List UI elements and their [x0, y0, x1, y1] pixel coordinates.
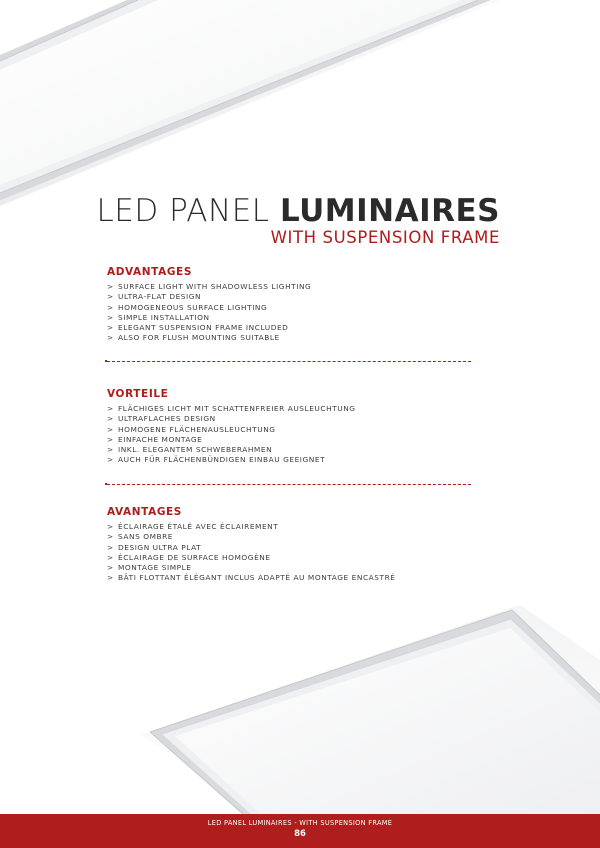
feature-list [107, 404, 477, 466]
bullet: > [107, 532, 114, 542]
bullet: > [107, 414, 114, 424]
list-item-text: ULTRA-FLAT DESIGN [118, 292, 202, 302]
list-item-text: ÉCLAIRAGE ÉTALÉ AVEC ÉCLAIREMENT [118, 522, 279, 531]
list-item [107, 435, 477, 445]
bullet: > [107, 434, 114, 444]
section-avantages [107, 506, 477, 584]
list-item [107, 414, 477, 424]
list-item-text: BÂTI FLOTTANT ÉLÉGANT INCLUS ADAPTÉ AU MONTAGE ENCASTRÉ [118, 573, 396, 583]
section-advantages [107, 266, 477, 344]
bullet: > [107, 542, 114, 552]
led-panel-photo-bottom [0, 600, 600, 815]
page-footer [0, 814, 600, 848]
title-block [0, 192, 600, 248]
bullet: > [107, 323, 114, 333]
list-item-text: SURFACE LIGHT WITH SHADOWLESS LIGHTING [118, 282, 312, 291]
list-item-text: HOMOGENE FLÄCHENAUSLEUCHTUNG [118, 424, 276, 434]
bullet: > [107, 455, 114, 465]
list-item-text: ÉCLAIRAGE DE SURFACE HOMOGÈNE [118, 552, 271, 562]
bullet: > [107, 552, 114, 562]
bullet: > [107, 563, 114, 573]
bullet: > [107, 312, 114, 322]
list-item-text: FLÄCHIGES LICHT MIT SCHATTENFREIER AUSLEUCHTUNG [118, 404, 356, 413]
list-item [107, 333, 477, 343]
list-item-text: ELEGANT SUSPENSION FRAME INCLUDED [118, 323, 289, 333]
bullet: > [107, 282, 114, 291]
list-item [107, 313, 477, 323]
feature-list [107, 282, 477, 344]
page-subtitle: WITH SUSPENSION FRAME [270, 228, 500, 247]
list-item-text: ALSO FOR FLUSH MOUNTING SUITABLE [118, 333, 280, 343]
list-item [107, 563, 477, 573]
section-heading: ADVANTAGES [107, 266, 192, 278]
bullet: > [107, 292, 114, 302]
list-item-text: DESIGN ULTRA PLAT [118, 542, 202, 552]
feature-list [107, 522, 477, 584]
list-item [107, 522, 477, 532]
bullet: > [107, 424, 114, 434]
list-item [107, 573, 477, 583]
list-item-text: ULTRAFLACHES DESIGN [118, 414, 216, 424]
bullet: > [107, 333, 114, 343]
section-heading: VORTEILE [107, 388, 169, 400]
section-vorteile [107, 388, 477, 466]
list-item-text: HOMOGENEOUS SURFACE LIGHTING [118, 302, 268, 312]
list-item [107, 455, 477, 465]
list-item [107, 282, 477, 292]
list-item-text: AUCH FÜR FLÄCHENBÜNDIGEN EINBAU GEEIGNET [118, 455, 326, 465]
list-item-text: SIMPLE INSTALLATION [118, 312, 210, 322]
list-item [107, 553, 477, 563]
list-item-text: MONTAGE SIMPLE [118, 563, 192, 573]
title-light-part: LED PANEL [96, 193, 270, 229]
list-item [107, 445, 477, 455]
section-heading: AVANTAGES [107, 506, 182, 518]
section-divider [107, 484, 471, 485]
bullet: > [107, 573, 114, 583]
list-item [107, 404, 477, 414]
bullet: > [107, 302, 114, 312]
list-item [107, 292, 477, 302]
led-panel-photo-top [0, 0, 600, 210]
list-item [107, 425, 477, 435]
list-item [107, 532, 477, 542]
list-item-text: INKL. ELEGANTEM SCHWEBERAHMEN [118, 445, 273, 455]
bullet: > [107, 404, 114, 413]
bullet: > [107, 522, 114, 531]
list-item [107, 543, 477, 553]
page-title [0, 192, 500, 230]
section-divider [107, 361, 471, 362]
footer-caption: LED PANEL LUMINAIRES - WITH SUSPENSION FRAME [207, 819, 393, 827]
page-number: 86 [294, 829, 306, 839]
list-item-text: EINFACHE MONTAGE [118, 434, 203, 444]
list-item [107, 323, 477, 333]
list-item-text: SANS OMBRE [118, 532, 174, 542]
title-bold-part: LUMINAIRES [279, 193, 500, 229]
list-item [107, 303, 477, 313]
bullet: > [107, 445, 114, 455]
